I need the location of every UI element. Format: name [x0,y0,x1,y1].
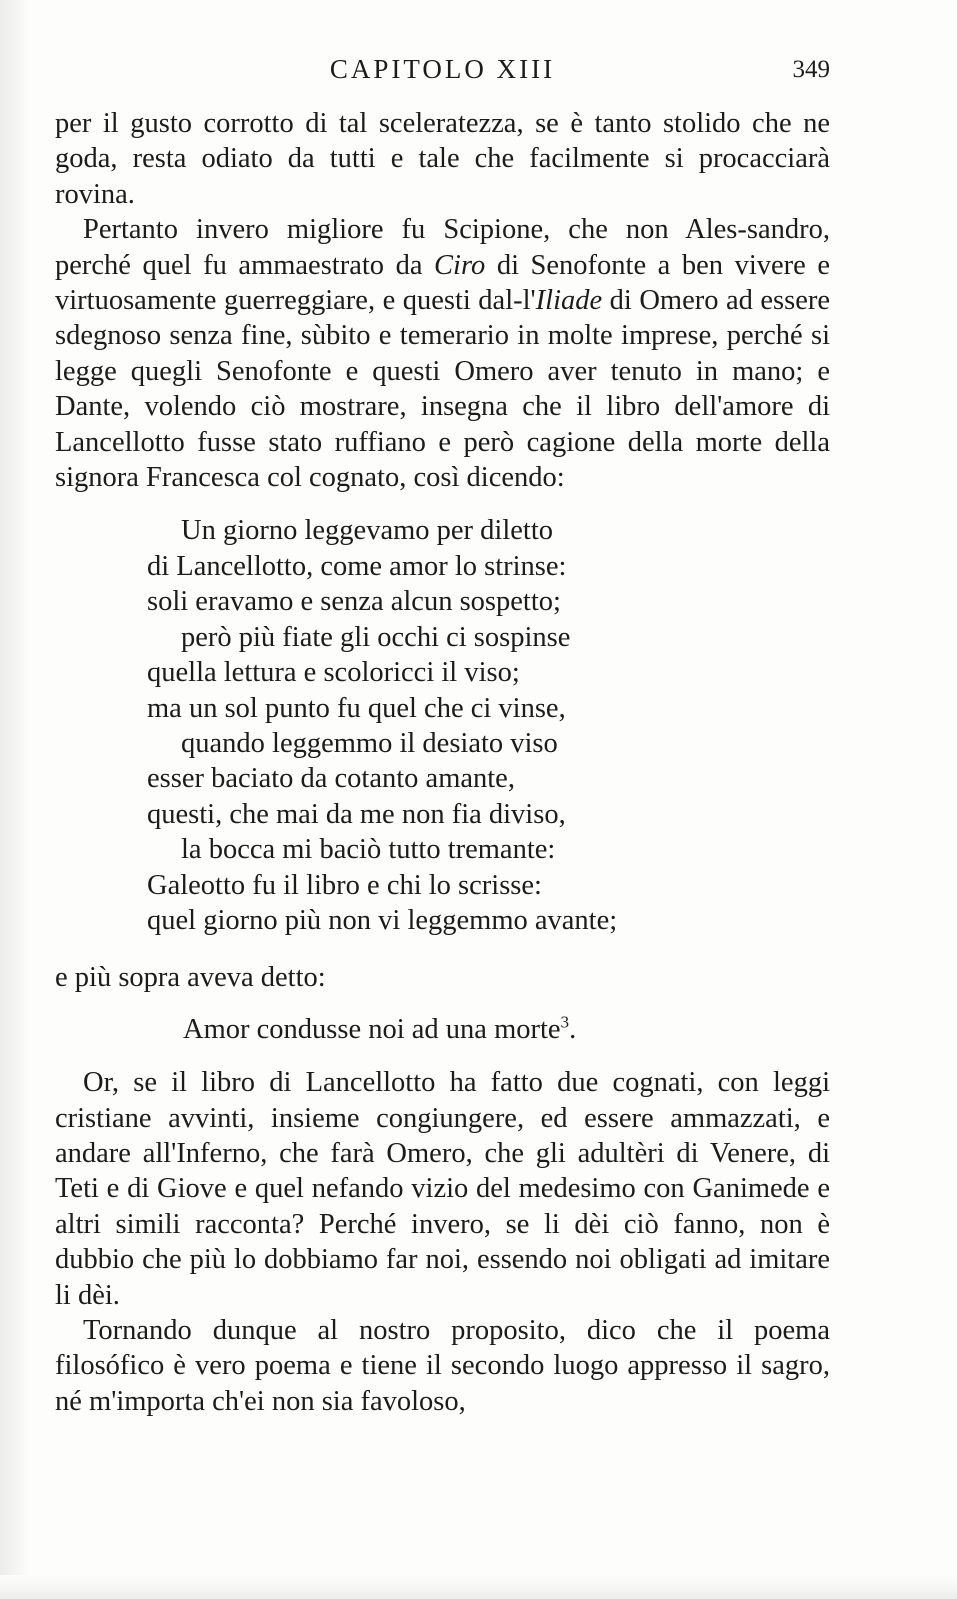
page-number: 349 [792,56,830,83]
paragraph-4: Or, se il libro di Lancellotto ha fatto due cognati, con leggi cristiane avvinti, insieme congiungere, ed essere ammazzati, e andare all'Inferno, che farà Omero, che gli adultèri di Venere, di Teti e di Giove e quel nefando vizio del medesimo con Ganimede e altri simili racconta? Perché invero, se li dèi ciò fanno, non è dubbio che più lo dobbiamo far noi, essendo noi obligati ad imitare li dèi. [55,1067,830,1311]
title-ciro: Ciro [434,249,486,281]
paragraph-1: per il gusto corrotto di tal sceleratezza, se è tanto stolido che ne goda, resta odiato da tutti e tale che facilmente si procacciarà rovina. [55,108,830,210]
title-iliade: Iliade [535,285,603,317]
quote-text: Amor condusse noi ad una morte [183,1013,561,1045]
text-block [55,106,830,1419]
paragraph-2-part-a: Pertanto invero migliore fu Scipione, che non Ales‑sandro, perché quel fu ammaestrato da [55,214,830,281]
paragraph-2-part-c: di Omero ad essere sdegnoso senza fine, sùbito e temerario in molte imprese, perché si legge quegli Senofonte e questi Omero aver tenuto in mano; e Dante, volendo ciò mostrare, insegna che il libro dell'amore di Lancellotto fusse stato ruffiano e però cagione della morte della signora Francesca col cognato, così dicendo: [55,285,830,494]
verse-line: Un giorno leggevamo per diletto [181,515,553,547]
single-verse-quote [183,1012,830,1047]
chapter-title: CAPITOLO XIII [329,54,556,84]
verse-line: quel giorno più non vi leggemmo avante; [147,904,618,936]
verse-line: ma un sol punto fu quel che ci vinse, [147,692,566,724]
verse-line: però più fiate gli occhi ci sospinse [181,621,571,653]
paragraph-5: Tornando dunque al nostro proposito, dico che il poema filosófico è vero poema e tiene il secondo luogo appresso il sagro, né m'importa ch'ei non sia favoloso, [55,1315,830,1417]
verse-line: Galeotto fu il libro e chi lo scrisse: [147,869,542,901]
paragraph-2-part-b: di Senofonte a ben vivere e virtuosamente guerreggiare, e questi dal‑l' [55,249,830,317]
verse-line: quando leggemmo il desiato viso [181,727,558,759]
verse-line: soli eravamo e senza alcun sospetto; [147,586,561,618]
verse-quotation [147,513,830,938]
verse-line: la bocca mi baciò tutto tremante: [181,834,556,866]
page-bottom-edge [0,1575,957,1599]
quote-end: . [569,1013,577,1045]
footnote-marker: 3 [560,1012,570,1032]
verse-line: esser baciato da cotanto amante, [147,763,515,795]
paragraph-3: e più sopra aveva detto: [55,962,326,994]
page-edge-shadow [0,0,30,1599]
verse-line: questi, che mai da me non fia diviso, [147,798,566,830]
paragraph-2 [55,212,830,495]
verse-line: di Lancellotto, come amor lo strinse: [147,550,567,582]
running-head [55,54,830,88]
verse-line: quella lettura e scoloricci il viso; [147,657,520,689]
